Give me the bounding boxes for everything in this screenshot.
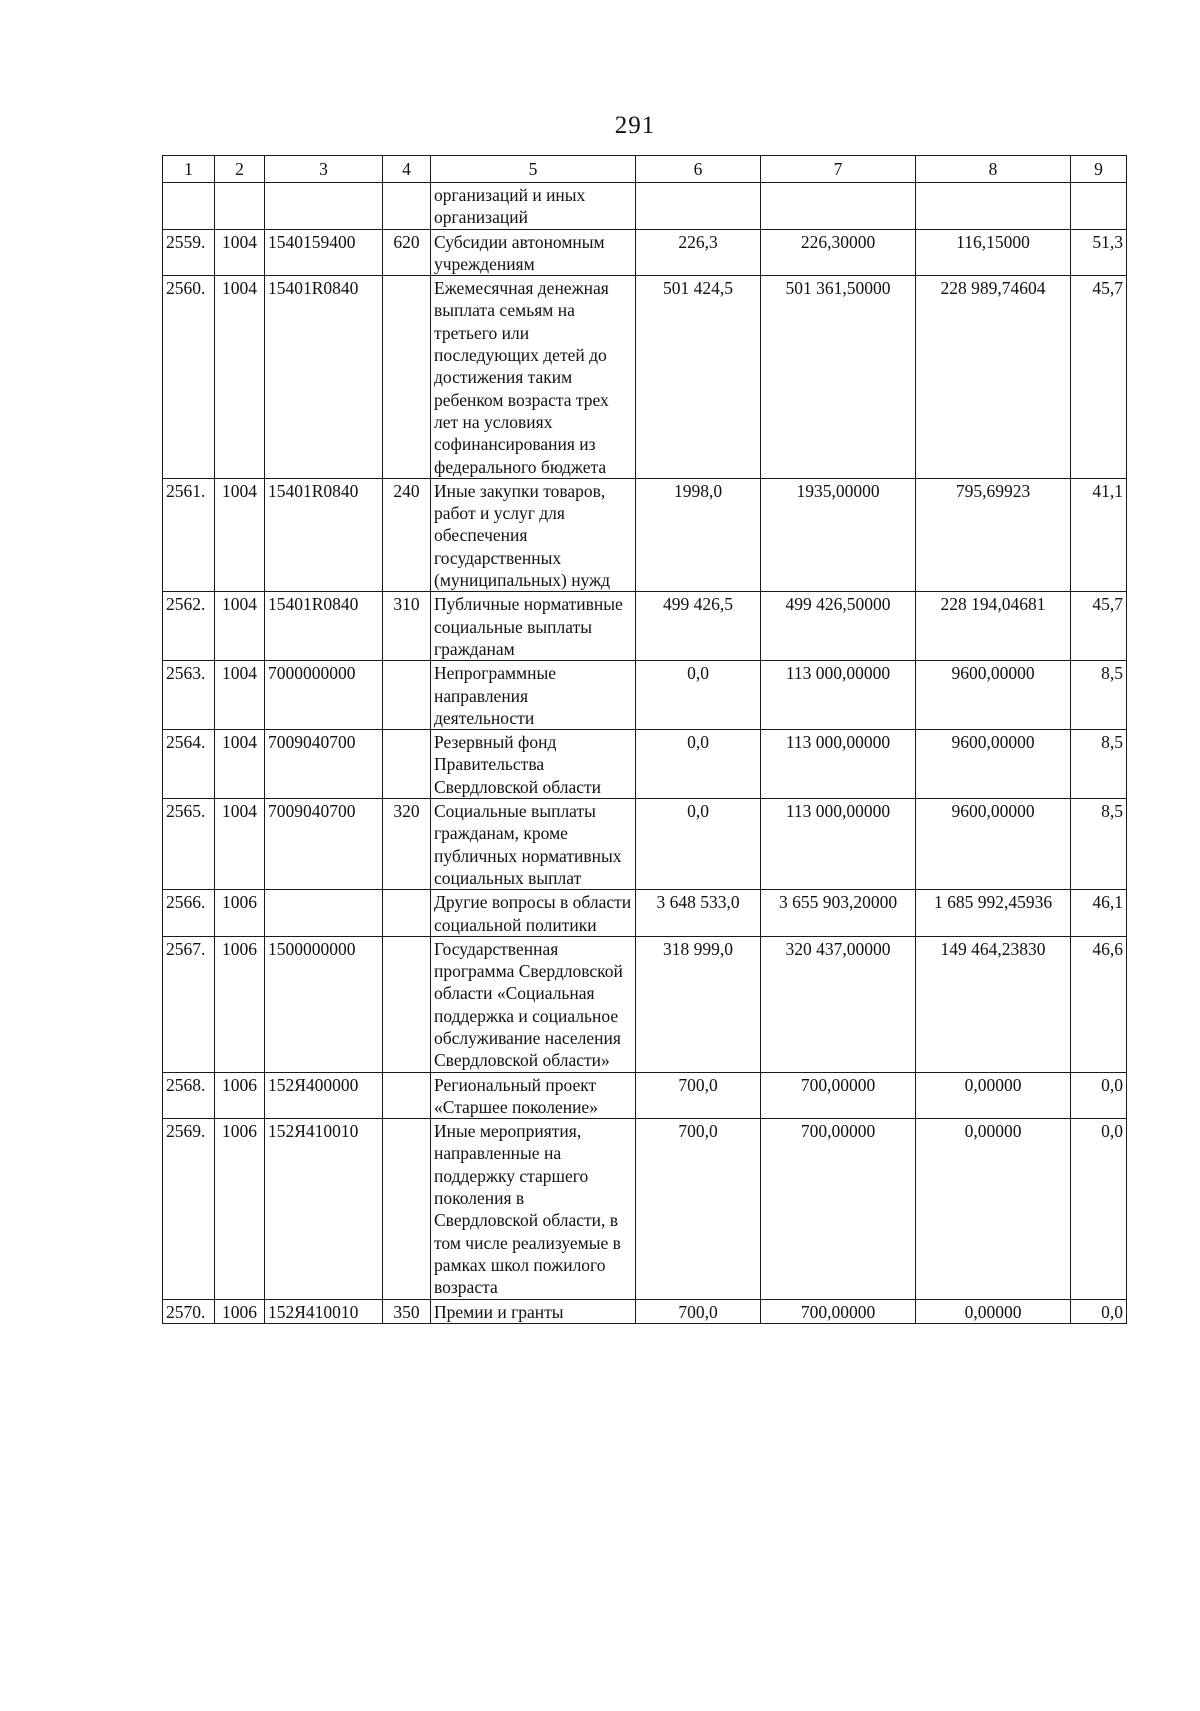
expense-type-cell: 350 (383, 1299, 431, 1323)
section-code-cell: 1004 (215, 478, 265, 591)
executed-amount-cell: 9600,00000 (916, 730, 1071, 799)
table-row (163, 1072, 1127, 1119)
row-number-cell: 2561. (163, 478, 215, 591)
executed-amount-cell: 0,00000 (916, 1072, 1071, 1119)
table-row (163, 799, 1127, 890)
section-code-cell: 1004 (215, 592, 265, 661)
table-row (163, 592, 1127, 661)
description-cell: организаций и иных организаций (431, 183, 636, 230)
revised-amount-cell: 226,30000 (761, 229, 916, 276)
percent-cell: 8,5 (1071, 799, 1127, 890)
target-article-cell: 15401R0840 (265, 592, 383, 661)
section-code-cell: 1004 (215, 661, 265, 730)
description-cell: Субсидии автономным учреждениям (431, 229, 636, 276)
row-number-cell: 2563. (163, 661, 215, 730)
description-cell: Социальные выплаты гражданам, кроме публичных нормативных социальных выплат (431, 799, 636, 890)
description-cell: Региональный проект «Старшее поколение» (431, 1072, 636, 1119)
row-number-cell: 2559. (163, 229, 215, 276)
percent-cell: 8,5 (1071, 730, 1127, 799)
header-cell: 1 (163, 156, 215, 183)
revised-amount-cell: 700,00000 (761, 1072, 916, 1119)
target-article-cell: 1500000000 (265, 936, 383, 1072)
description-cell: Государственная программа Свердловской области «Социальная поддержка и социальное обслуживание населения Свердловской области» (431, 936, 636, 1072)
header-cell: 5 (431, 156, 636, 183)
description-cell: Ежемесячная денежная выплата семьям на третьего или последующих детей до достижения таким ребенком возраста трех лет на условиях софинансирования из федерального бюджета (431, 276, 636, 479)
target-article-cell: 152Я410010 (265, 1299, 383, 1323)
target-article-cell: 15401R0840 (265, 276, 383, 479)
table-row (163, 478, 1127, 591)
table-row (163, 183, 1127, 230)
executed-amount-cell: 9600,00000 (916, 799, 1071, 890)
expense-type-cell: 620 (383, 229, 431, 276)
target-article-cell: 15401R0840 (265, 478, 383, 591)
approved-amount-cell: 700,0 (636, 1299, 761, 1323)
section-code-cell: 1006 (215, 890, 265, 937)
header-cell: 4 (383, 156, 431, 183)
approved-amount-cell: 700,0 (636, 1119, 761, 1299)
percent-cell: 0,0 (1071, 1119, 1127, 1299)
section-code-cell (215, 183, 265, 230)
section-code-cell: 1006 (215, 1072, 265, 1119)
section-code-cell: 1006 (215, 1299, 265, 1323)
revised-amount-cell: 700,00000 (761, 1119, 916, 1299)
row-number-cell: 2562. (163, 592, 215, 661)
executed-amount-cell: 116,15000 (916, 229, 1071, 276)
description-cell: Резервный фонд Правительства Свердловской области (431, 730, 636, 799)
description-cell: Публичные нормативные социальные выплаты гражданам (431, 592, 636, 661)
budget-table (162, 155, 1127, 1324)
target-article-cell: 152Я400000 (265, 1072, 383, 1119)
expense-type-cell (383, 730, 431, 799)
percent-cell: 46,1 (1071, 890, 1127, 937)
executed-amount-cell: 228 989,74604 (916, 276, 1071, 479)
percent-cell (1071, 183, 1127, 230)
executed-amount-cell: 228 194,04681 (916, 592, 1071, 661)
executed-amount-cell: 149 464,23830 (916, 936, 1071, 1072)
percent-cell: 0,0 (1071, 1072, 1127, 1119)
revised-amount-cell: 320 437,00000 (761, 936, 916, 1072)
section-code-cell: 1004 (215, 799, 265, 890)
expense-type-cell (383, 183, 431, 230)
page-number: 291 (614, 112, 656, 139)
table-row (163, 661, 1127, 730)
description-cell: Премии и гранты (431, 1299, 636, 1323)
approved-amount-cell: 318 999,0 (636, 936, 761, 1072)
approved-amount-cell: 0,0 (636, 799, 761, 890)
expense-type-cell (383, 1119, 431, 1299)
target-article-cell (265, 890, 383, 937)
table-row (163, 730, 1127, 799)
approved-amount-cell: 0,0 (636, 730, 761, 799)
target-article-cell: 1540159400 (265, 229, 383, 276)
row-number-cell: 2564. (163, 730, 215, 799)
executed-amount-cell (916, 183, 1071, 230)
executed-amount-cell: 9600,00000 (916, 661, 1071, 730)
revised-amount-cell: 700,00000 (761, 1299, 916, 1323)
percent-cell: 51,3 (1071, 229, 1127, 276)
revised-amount-cell: 501 361,50000 (761, 276, 916, 479)
description-cell: Непрограммные направления деятельности (431, 661, 636, 730)
header-cell: 2 (215, 156, 265, 183)
table-row (163, 276, 1127, 479)
approved-amount-cell: 0,0 (636, 661, 761, 730)
approved-amount-cell: 1998,0 (636, 478, 761, 591)
executed-amount-cell: 0,00000 (916, 1119, 1071, 1299)
revised-amount-cell (761, 183, 916, 230)
row-number-cell: 2568. (163, 1072, 215, 1119)
percent-cell: 45,7 (1071, 276, 1127, 479)
description-cell: Другие вопросы в области социальной политики (431, 890, 636, 937)
section-code-cell: 1004 (215, 276, 265, 479)
table-row (163, 1299, 1127, 1323)
expense-type-cell (383, 936, 431, 1072)
target-article-cell: 7009040700 (265, 799, 383, 890)
approved-amount-cell: 700,0 (636, 1072, 761, 1119)
target-article-cell: 152Я410010 (265, 1119, 383, 1299)
row-number-cell: 2565. (163, 799, 215, 890)
description-cell: Иные закупки товаров, работ и услуг для обеспечения государственных (муниципальных) нужд (431, 478, 636, 591)
percent-cell: 8,5 (1071, 661, 1127, 730)
revised-amount-cell: 113 000,00000 (761, 661, 916, 730)
expense-type-cell: 320 (383, 799, 431, 890)
target-article-cell: 7009040700 (265, 730, 383, 799)
row-number-cell (163, 183, 215, 230)
revised-amount-cell: 3 655 903,20000 (761, 890, 916, 937)
percent-cell: 46,6 (1071, 936, 1127, 1072)
row-number-cell: 2566. (163, 890, 215, 937)
table-row (163, 1119, 1127, 1299)
header-cell: 9 (1071, 156, 1127, 183)
section-code-cell: 1006 (215, 1119, 265, 1299)
expense-type-cell (383, 661, 431, 730)
approved-amount-cell (636, 183, 761, 230)
expense-type-cell (383, 276, 431, 479)
expense-type-cell: 310 (383, 592, 431, 661)
approved-amount-cell: 226,3 (636, 229, 761, 276)
approved-amount-cell: 3 648 533,0 (636, 890, 761, 937)
revised-amount-cell: 1935,00000 (761, 478, 916, 591)
header-cell: 7 (761, 156, 916, 183)
section-code-cell: 1004 (215, 229, 265, 276)
table-row (163, 936, 1127, 1072)
executed-amount-cell: 1 685 992,45936 (916, 890, 1071, 937)
row-number-cell: 2569. (163, 1119, 215, 1299)
percent-cell: 0,0 (1071, 1299, 1127, 1323)
expense-type-cell (383, 1072, 431, 1119)
section-code-cell: 1004 (215, 730, 265, 799)
row-number-cell: 2567. (163, 936, 215, 1072)
header-cell: 6 (636, 156, 761, 183)
table-row (163, 229, 1127, 276)
row-number-cell: 2560. (163, 276, 215, 479)
percent-cell: 45,7 (1071, 592, 1127, 661)
header-row (163, 156, 1127, 183)
revised-amount-cell: 113 000,00000 (761, 799, 916, 890)
header-cell: 3 (265, 156, 383, 183)
executed-amount-cell: 0,00000 (916, 1299, 1071, 1323)
revised-amount-cell: 113 000,00000 (761, 730, 916, 799)
description-cell: Иные мероприятия, направленные на поддержку старшего поколения в Свердловской области, в том числе реализуемые в рамках школ пожилого возраста (431, 1119, 636, 1299)
approved-amount-cell: 501 424,5 (636, 276, 761, 479)
table-row (163, 890, 1127, 937)
target-article-cell: 7000000000 (265, 661, 383, 730)
target-article-cell (265, 183, 383, 230)
expense-type-cell: 240 (383, 478, 431, 591)
percent-cell: 41,1 (1071, 478, 1127, 591)
section-code-cell: 1006 (215, 936, 265, 1072)
executed-amount-cell: 795,69923 (916, 478, 1071, 591)
expense-type-cell (383, 890, 431, 937)
approved-amount-cell: 499 426,5 (636, 592, 761, 661)
revised-amount-cell: 499 426,50000 (761, 592, 916, 661)
header-cell: 8 (916, 156, 1071, 183)
row-number-cell: 2570. (163, 1299, 215, 1323)
